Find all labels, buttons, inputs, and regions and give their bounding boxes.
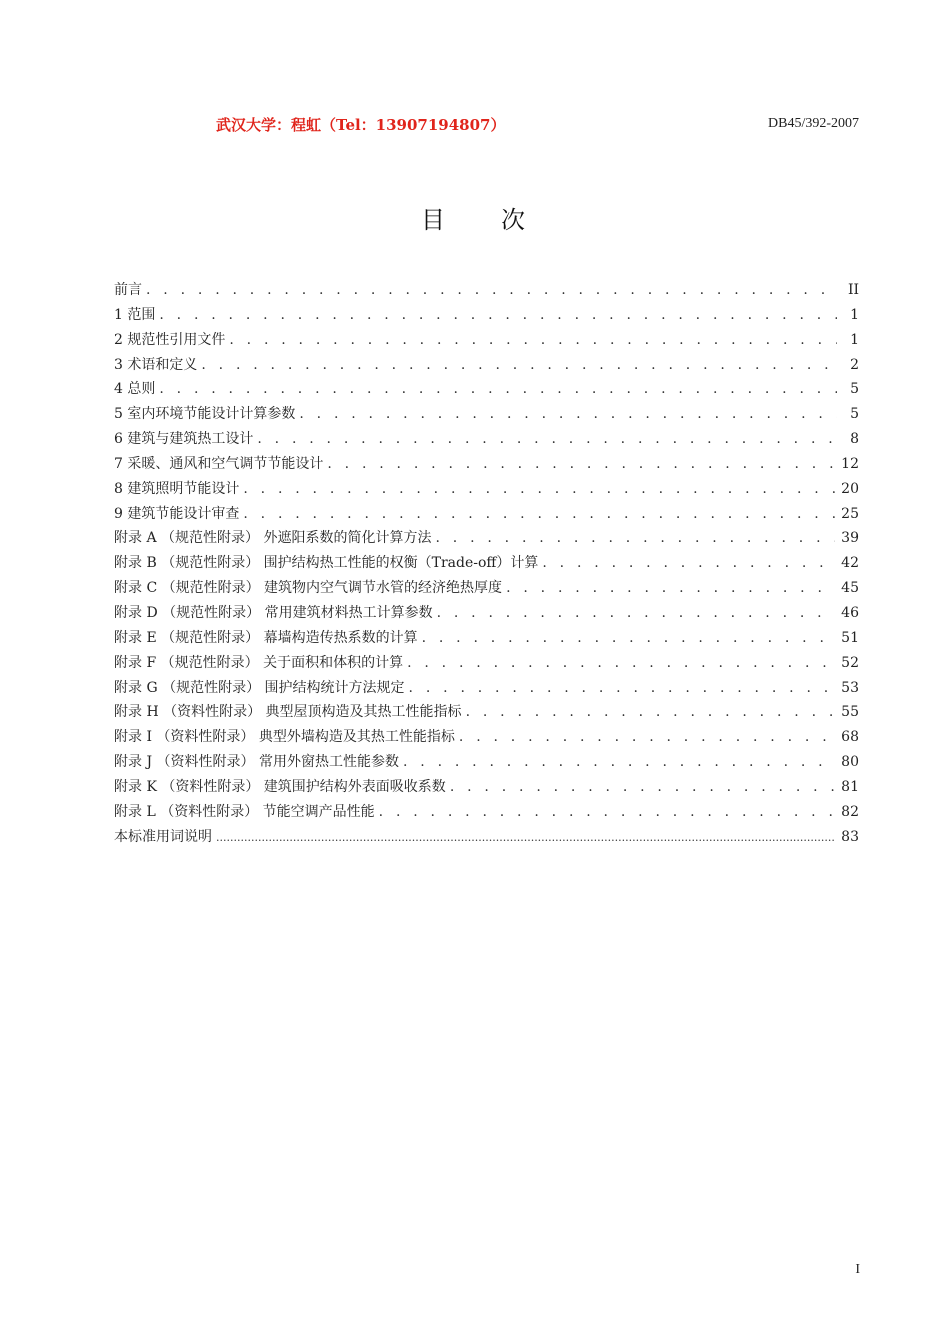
toc-entry[interactable] [114,353,859,378]
toc-leader-dots [407,651,835,676]
toc-entry-label: 附录 C （规范性附录） 建筑物内空气调节水管的经济绝热厚度 [114,580,503,597]
toc-entry-usage-notes[interactable] [114,825,859,850]
toc-entry[interactable] [114,452,859,477]
toc-leader-dots [243,477,835,502]
toc-entry-page: II [847,282,859,298]
toc-leader-dots [257,427,837,452]
toc-entry-page: 52 [841,654,859,671]
toc-entry-appendix-a[interactable] [114,526,859,551]
toc-entry-label: 附录 A （规范性附录） 外遮阳系数的简化计算方法 [114,530,432,547]
toc-entry-label: 7 采暖、通风和空气调节节能设计 [114,455,324,472]
toc-entry-page: 25 [841,505,859,522]
toc-entry-page: 8 [850,431,859,448]
toc-leader-dots [327,452,835,477]
toc-leader-dots [459,725,835,750]
toc-entry-page: 55 [841,704,859,721]
toc-entry-appendix-h[interactable] [114,700,859,725]
toc-entry-page: 82 [841,803,859,820]
toc-leader-dots [466,700,836,725]
toc-entry-page: 42 [841,555,859,572]
toc-leader-dots [146,278,837,303]
toc-entry-label: 6 建筑与建筑热工设计 [114,431,254,448]
toc-entry-appendix-b[interactable] [114,551,859,576]
toc-entry-label: 3 术语和定义 [114,356,198,373]
toc-entry-page: 80 [841,754,859,771]
toc-entry[interactable] [114,377,859,402]
toc-entry-label: 2 规范性引用文件 [114,331,226,348]
toc-entry-label: 附录 G （规范性附录） 围护结构统计方法规定 [114,679,405,696]
toc-entry-label: 附录 K （资料性附录） 建筑围护结构外表面吸收系数 [114,778,446,795]
toc-entry[interactable] [114,402,859,427]
toc-leader-dots [437,601,836,626]
toc-entry-page: 5 [850,406,859,423]
toc-entry-label: 附录 D （规范性附录） 常用建筑材料热工计算参数 [114,604,433,621]
toc-entry-appendix-k[interactable] [114,775,859,800]
toc-leader-dots [542,551,835,576]
toc-entry[interactable] [114,477,859,502]
toc-leader-dots [506,576,835,601]
page-number: I [855,1262,860,1277]
toc-leader-dots [403,750,835,775]
toc-leader-dots [229,328,837,353]
toc-entry[interactable] [114,502,859,527]
header-author-contact: 武汉大学：程虹（Tel：13907194807） [216,116,506,134]
toc-entry-page: 46 [841,604,859,621]
toc-entry-label: 附录 E （规范性附录） 幕墙构造传热系数的计算 [114,629,418,646]
toc-entry-page: 12 [841,455,859,472]
page-title: 目次 [421,206,581,234]
toc-leader-dots [409,676,836,701]
toc-leader-dots [216,826,835,850]
toc-entry-appendix-d[interactable] [114,601,859,626]
table-of-contents [114,278,859,849]
toc-entry-label: 附录 I （资料性附录） 典型外墙构造及其热工性能指标 [114,729,455,746]
toc-leader-dots [422,626,836,651]
toc-entry-label: 附录 B （规范性附录） 围护结构热工性能的权衡（Trade-off）计算 [114,555,539,572]
toc-entry-label: 9 建筑节能设计审查 [114,505,240,522]
toc-entry-appendix-f[interactable] [114,651,859,676]
toc-leader-dots [159,377,837,402]
toc-entry[interactable] [114,303,859,328]
toc-entry-label: 4 总则 [114,381,156,398]
toc-entry[interactable] [114,427,859,452]
toc-leader-dots [435,526,835,551]
toc-entry-page: 53 [841,679,859,696]
toc-entry-page: 2 [850,356,859,373]
toc-entry-page: 51 [841,629,859,646]
toc-entry-label: 8 建筑照明节能设计 [114,480,240,497]
toc-entry-appendix-e[interactable] [114,626,859,651]
toc-entry-label: 附录 F （规范性附录） 关于面积和体积的计算 [114,654,404,671]
toc-entry-page: 45 [841,580,859,597]
toc-entry-label: 1 范围 [114,306,156,323]
toc-leader-dots [299,402,837,427]
toc-leader-dots [201,353,837,378]
toc-leader-dots [379,800,836,825]
toc-entry-appendix-g[interactable] [114,676,859,701]
toc-entry-appendix-i[interactable] [114,725,859,750]
toc-entry-label: 本标准用词说明 [114,828,212,845]
header-standard-code: DB45/392-2007 [768,116,859,131]
toc-leader-dots [159,303,837,328]
toc-leader-dots [450,775,835,800]
toc-leader-dots [243,502,835,527]
toc-entry-page: 1 [850,331,859,348]
toc-entry-label: 5 室内环境节能设计计算参数 [114,406,296,423]
toc-entry-page: 83 [841,828,859,845]
toc-entry-page: 5 [850,381,859,398]
toc-entry-page: 81 [841,778,859,795]
toc-entry-label: 附录 J （资料性附录） 常用外窗热工性能参数 [114,754,399,771]
toc-entry-appendix-j[interactable] [114,750,859,775]
toc-entry-page: 1 [850,306,859,323]
toc-entry-page: 68 [841,729,859,746]
toc-entry[interactable] [114,278,859,303]
toc-entry-label: 附录 H （资料性附录） 典型屋顶构造及其热工性能指标 [114,704,462,721]
toc-entry-page: 20 [841,480,859,497]
toc-entry[interactable] [114,328,859,353]
toc-entry-page: 39 [841,530,859,547]
toc-entry-label: 前言 [114,282,142,298]
toc-entry-appendix-l[interactable] [114,800,859,825]
toc-entry-label: 附录 L （资料性附录） 节能空调产品性能 [114,803,375,820]
toc-entry-appendix-c[interactable] [114,576,859,601]
